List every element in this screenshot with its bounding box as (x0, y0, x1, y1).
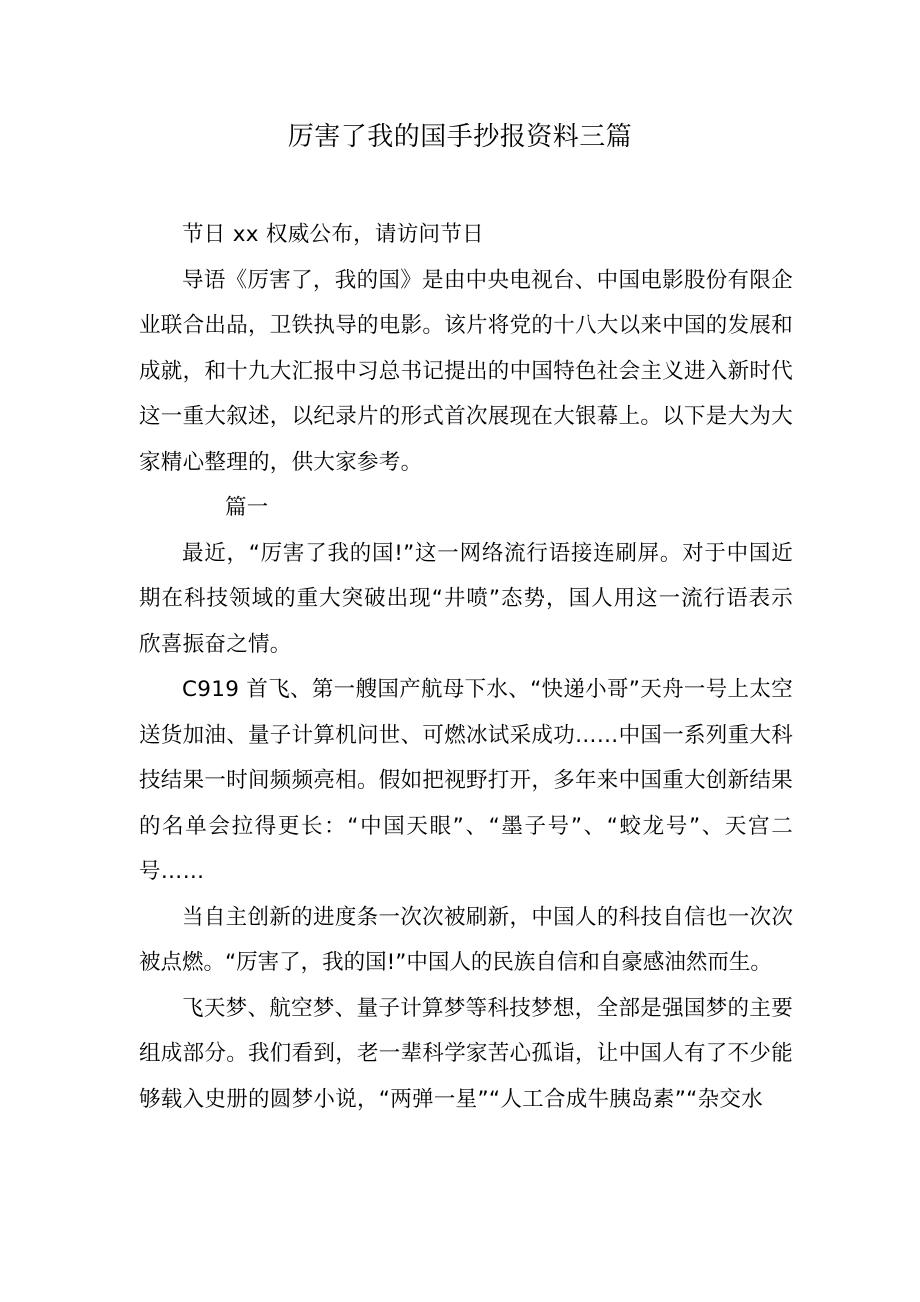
section-heading: 篇一 (225, 495, 269, 520)
body-paragraph: C919 首飞、第一艘国产航母下水、“快递小哥”天舟一号上太空送货加油、量子计算机问世、可燃冰试采成功……中国一系列重大科技结果一时间频频亮相。假如把视野打开，多年来中国重大创新结果的名单会拉得更长：“中国天眼”、“墨子号”、“蛟龙号”、天宫二号…… (139, 677, 794, 884)
body-paragraph: 飞天梦、航空梦、量子计算梦等科技梦想，全部是强国梦的主要组成部分。我们看到，老一辈科学家苦心孤诣，让中国人有了不少能够载入史册的圆梦小说，“两弹一星”“人工合成牛胰岛素”“杂交水 (139, 995, 794, 1112)
body-paragraph: 当自主创新的进度条一次次被刷新，中国人的科技自信也一次次被点燃。“厉害了，我的国!”中国人的民族自信和自豪感油然而生。 (139, 904, 793, 975)
document-body (139, 212, 793, 1122)
source-line: 节日 xx 权威公布，请访问节日 (182, 222, 484, 247)
document-title: 厉害了我的国手抄报资料三篇 (287, 122, 633, 152)
body-paragraph: 最近，“厉害了我的国!”这一网络流行语接连刷屏。对于中国近期在科技领域的重大突破出现“井喷”态势，国人用这一流行语表示欣喜振奋之情。 (139, 540, 793, 657)
intro-paragraph: 导语《厉害了，我的国》是由中央电视台、中国电影股份有限企业联合出品，卫铁执导的电影。该片将党的十八大以来中国的发展和成就，和十九大汇报中习总书记提出的中国特色社会主义进入新时代这一重大叙述，以纪录片的形式首次展现在大银幕上。以下是大为大家精心整理的，供大家参考。 (139, 267, 794, 475)
